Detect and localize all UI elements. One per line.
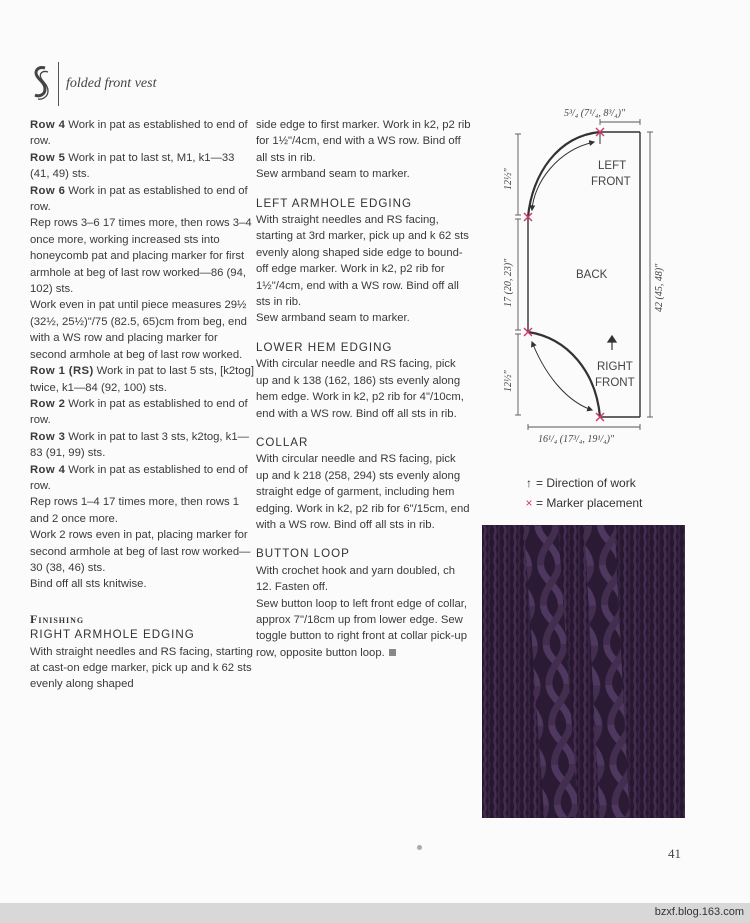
end-of-pattern-icon xyxy=(389,649,396,656)
left-armhole-seam-note: Sew armband seam to marker. xyxy=(256,312,410,325)
row-text: Work in pat to last 5 sts, [k2tog] twice, k1—84 (92, 100) sts. xyxy=(30,365,255,394)
row-label: Row 5 xyxy=(30,151,66,164)
pattern-title: folded front vest xyxy=(66,76,157,91)
footer-bar xyxy=(0,903,750,923)
lower-hem-heading: LOWER HEM EDGING xyxy=(256,340,393,354)
instructions-column-1 xyxy=(30,117,255,693)
section-logo-icon xyxy=(30,64,52,102)
armhole-seam-note: Sew armband seam to marker. xyxy=(256,168,410,181)
instruction-paragraph xyxy=(30,297,255,363)
row-text: Work in pat as established to end of row. xyxy=(30,119,248,148)
knit-swatch-photo xyxy=(482,525,685,818)
row-text: Work in pat to last 3 sts, k2tog, k1—83 (91, 99) sts. xyxy=(30,430,249,460)
armhole-continuation: side edge to first marker. Work in k2, p2 rib for 1½"/4cm, end with a WS row. Bind off all sts in rib. xyxy=(256,119,471,164)
row-text: Work 2 rows even in pat, placing marker for second armhole at beg of last row worked—30 (38, 46) sts. xyxy=(30,529,251,574)
row-label: Row 3 xyxy=(30,430,66,443)
page-number: 41 xyxy=(668,846,681,861)
instruction-paragraph xyxy=(30,215,255,297)
legend-direction-text: = Direction of work xyxy=(536,476,636,490)
right-front-label-1: RIGHT xyxy=(597,361,633,373)
instruction-paragraph xyxy=(30,117,255,150)
total-length-dimension: 42 (45, 48)" xyxy=(654,263,665,312)
row-text: Work in pat as established to end of row. xyxy=(30,184,248,214)
row-text: Rep rows 3–6 17 times more, then rows 3–4 once more, working increased sts into honeycomb pat and placing marker for first armhole at beg of last row worked—86 (94, 102) sts. xyxy=(30,217,252,296)
row-text: Work in pat as established to end of row. xyxy=(30,463,248,492)
upper-side-dimension: 12½" xyxy=(503,168,514,190)
back-label: BACK xyxy=(576,269,608,281)
left-front-label-2: FRONT xyxy=(591,176,631,188)
direction-arrow-icon: ↑ xyxy=(526,476,532,490)
header-divider xyxy=(58,62,59,106)
vest-schematic xyxy=(488,102,678,447)
row-text: Work in pat as established to end of row. xyxy=(30,397,248,427)
lower-side-dimension: 12½" xyxy=(503,370,514,392)
row-label: Row 1 (RS) xyxy=(30,365,94,378)
row-label: Row 6 xyxy=(30,184,66,197)
bottom-width-dimension: 16¹/₄ (17³/₄, 19¹/₄)" xyxy=(538,434,615,445)
top-width-dimension: 5³/₄ (7¹/₄, 8³/₄)" xyxy=(564,108,626,119)
binding-hole-dot xyxy=(417,845,422,850)
button-loop-text-2: Sew button loop to left front edge of collar, approx 7"/18cm up from lower edge. Sew toggle button to right front at collar pick-up row, opposite button loop. xyxy=(256,597,468,659)
button-loop-heading: BUTTON LOOP xyxy=(256,547,350,561)
row-instructions xyxy=(30,117,255,593)
left-front-label-1: LEFT xyxy=(598,160,627,172)
cable-knit-texture xyxy=(482,525,685,818)
instruction-paragraph xyxy=(30,429,255,462)
footer-watermark: bzxf.blog.163.com xyxy=(654,906,744,918)
right-armhole-text: With straight needles and RS facing, starting at cast-on edge marker, pick up and k 62 sts evenly along shaped xyxy=(30,645,253,691)
direction-of-work-arrow xyxy=(608,336,616,350)
instruction-paragraph xyxy=(30,363,255,396)
row-text: Work in pat to last st, M1, k1—33 (41, 49) sts. xyxy=(30,151,235,181)
left-armhole-text: With straight needles and RS facing, starting at 3rd marker, pick up and k 62 sts evenly along shaped side edge to bound-off edge marker. Work in k2, p2 rib for 1½"/4cm, end with a WS row. Bind off all sts in rib. xyxy=(256,214,469,309)
instruction-paragraph xyxy=(30,462,255,495)
finishing-heading: Finishing xyxy=(30,611,85,626)
row-label: Row 4 xyxy=(30,463,66,476)
instruction-paragraph xyxy=(30,494,255,527)
left-armhole-heading: LEFT ARMHOLE EDGING xyxy=(256,196,413,210)
schematic-legend xyxy=(522,473,642,513)
right-armhole-heading: RIGHT ARMHOLE EDGING xyxy=(30,628,195,642)
row-text: Bind off all sts knitwise. xyxy=(30,578,147,591)
button-loop-text-1: With crochet hook and yarn doubled, ch 12. Fasten off. xyxy=(256,564,456,594)
marker-x-icon: × xyxy=(525,496,533,510)
row-text: Rep rows 1–4 17 times more, then rows 1 and 2 once more. xyxy=(30,496,240,525)
instruction-paragraph xyxy=(30,183,255,216)
instruction-paragraph xyxy=(30,527,255,576)
legend-marker-text: = Marker placement xyxy=(536,496,643,510)
collar-heading: COLLAR xyxy=(256,435,309,449)
row-label: Row 2 xyxy=(30,397,66,410)
lower-hem-text: With circular needle and RS facing, pick up and k 138 (162, 186) sts evenly along hem edge. Work in k2, p2 rib for 4"/10cm, end with a WS row. Bind off all sts in rib. xyxy=(256,358,464,420)
instruction-paragraph xyxy=(30,150,255,183)
instruction-paragraph xyxy=(30,576,255,592)
collar-text: With circular needle and RS facing, pick up and k 218 (258, 294) sts evenly along straight edge of garment, including hem edging. Work in k2, p2 rib for 6"/15cm, end with a WS row. Bind off all sts in rib. xyxy=(256,453,470,531)
legend-direction xyxy=(522,473,642,493)
instruction-paragraph xyxy=(30,396,255,429)
legend-marker xyxy=(522,493,642,513)
middle-side-dimension: 17 (20, 23)" xyxy=(503,258,514,307)
row-label: Row 4 xyxy=(30,119,66,131)
right-front-label-2: FRONT xyxy=(595,377,635,389)
row-text: Work even in pat until piece measures 29½ (32½, 25½)"/75 (82.5, 65)cm from beg, end with a WS row and placing marker for second armhole at beg of last row worked. xyxy=(30,299,247,361)
instructions-column-2 xyxy=(256,117,471,661)
